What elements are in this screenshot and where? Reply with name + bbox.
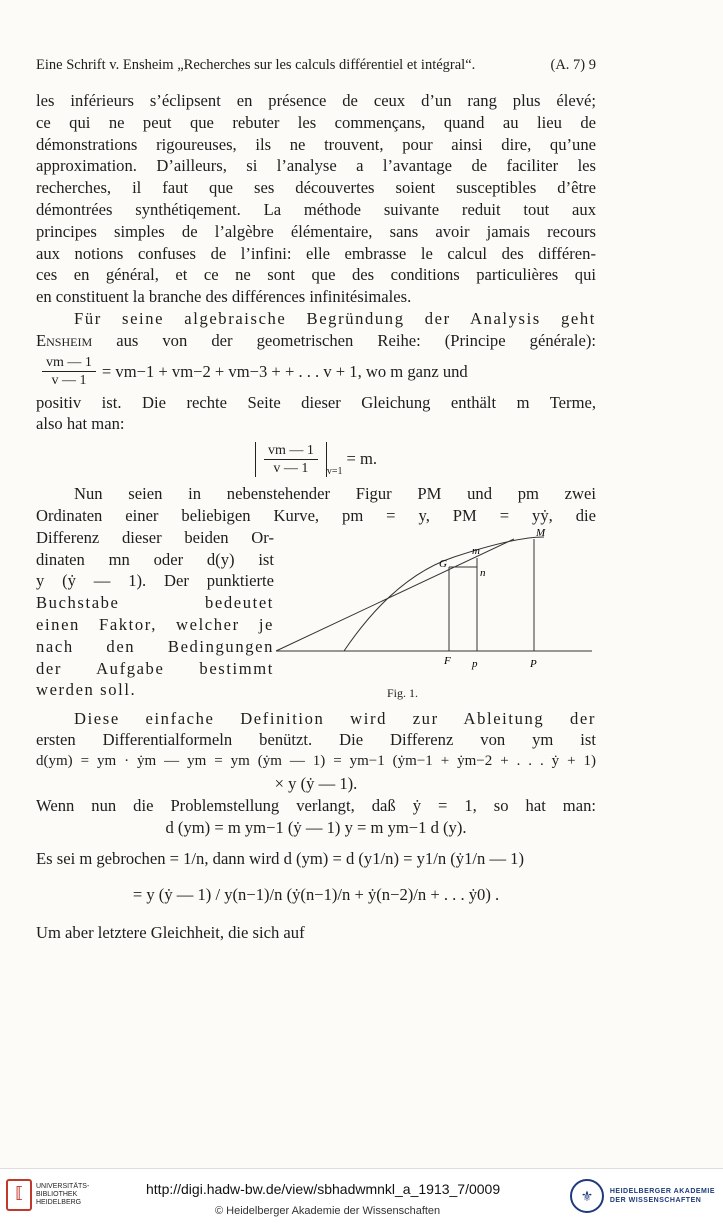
- permalink-url[interactable]: http://digi.hadw-bw.de/view/sbhadwmnkl_a_1913_7/0009: [146, 1181, 501, 1197]
- text-line: Für seine algebraische Begründung der Analysis geht: [74, 308, 596, 328]
- series-formula: [36, 352, 596, 392]
- equation-rhs: = m.: [346, 449, 378, 469]
- text-line: also hat man:: [36, 414, 125, 434]
- text-line: y (ẏ — 1). Der punktierte: [36, 571, 274, 591]
- text-line: en constituent la branche des différences infinitésimales.: [36, 287, 412, 307]
- series-rhs: = vm−1 + vm−2 + vm−3 + + . . . v + 1, wo m ganz und: [101, 361, 468, 381]
- header-page-ref: (A. 7) 9: [550, 57, 596, 73]
- text-line: Um aber letztere Gleichheit, die sich auf: [36, 922, 305, 942]
- text-line: les inférieurs s’éclipsent en présence de ceux d’un rang plus élevé;: [36, 91, 596, 110]
- text-line: nach den Bedingungen: [36, 636, 274, 656]
- paragraph-1: [36, 90, 596, 308]
- paragraph-2: [36, 308, 596, 483]
- text-line: Wenn nun die Problemstellung verlangt, daß ẏ = 1, so hat man:: [36, 795, 596, 815]
- academy-logo[interactable]: [570, 1179, 715, 1213]
- academy-name: [610, 1187, 715, 1205]
- academy-name-line: HEIDELBERGER AKADEMIE: [609, 1188, 715, 1195]
- text-line: Differenz dieser beiden Or-: [36, 527, 274, 547]
- curve-path: [344, 537, 544, 651]
- text-line: Diese einfache Definition wird zur Ableitung der: [74, 708, 596, 728]
- label-n: n: [480, 566, 486, 579]
- academy-name-line: DER WISSENSCHAFTEN: [609, 1197, 702, 1204]
- text-span: aus von der geometrischen Reihe: (Principe générale):: [116, 330, 596, 350]
- library-name-line: HEIDELBERG: [36, 1199, 82, 1206]
- footer-bar: [0, 1168, 723, 1225]
- formula-line: Es sei m gebrochen = 1/n, dann wird d (ym) = d (y1/n) = y1/n (ẏ1/n — 1): [36, 849, 525, 869]
- text-line: ce qui ne peut que rebuter les commençans, quand au lieu de: [36, 112, 596, 132]
- limit-subscript: v=1: [326, 466, 343, 478]
- paragraph-4: [36, 708, 596, 944]
- limit-equation: [36, 435, 596, 483]
- text-line: Nun seien in nebenstehender Figur PM und pm zwei: [74, 484, 596, 504]
- text-line: einen Faktor, welcher je: [36, 614, 274, 634]
- label-p: p: [472, 657, 478, 670]
- fraction: [264, 442, 318, 477]
- text-line: Ordinaten einer beliebigen Kurve, pm = y, PM = yẏ, die: [36, 505, 596, 525]
- formula-line: × y (ẏ — 1).: [274, 773, 358, 793]
- bracket: [255, 442, 327, 477]
- text-line: positiv ist. Die rechte Seite dieser Gleichung enthält m Terme,: [36, 392, 596, 412]
- text-line: der Aufgabe bestimmt: [36, 658, 274, 678]
- figure-1: [274, 527, 594, 708]
- library-name-line: BIBLIOTHEK: [36, 1191, 78, 1198]
- header-title: Eine Schrift v. Ensheim „Recherches sur les calculs différentiel et intégral“.: [36, 57, 476, 73]
- label-P: P: [530, 657, 537, 670]
- label-G: G: [439, 557, 447, 570]
- formula-line: d(ym) = ym · ẏm — ym = ym (ẏm — 1) = ym−1 (ẏm−1 + ẏm−2 + . . . ẏ + 1): [36, 753, 596, 770]
- text-line: approximation. D’ailleurs, si l’analyse a l’avantage de faciliter les: [36, 156, 596, 176]
- academy-seal-icon: ⚜: [570, 1179, 604, 1213]
- fraction-numerator: vm — 1: [42, 354, 96, 372]
- text-line: aux notions confuses de l’infini: elle embrasse le calcul des différen-: [36, 243, 596, 263]
- page-body: [36, 90, 596, 944]
- label-F: F: [444, 654, 451, 667]
- copyright-notice: © Heidelberger Akademie der Wissenschaften: [215, 1205, 441, 1217]
- figure-row: [36, 527, 596, 708]
- text-line: ersten Differentialformeln benützt. Die Differenz von ym ist: [36, 730, 596, 750]
- library-name-line: UNIVERSITÄTS-: [36, 1183, 90, 1190]
- text-line: werden soll.: [36, 680, 137, 700]
- author-name: Ensheim: [36, 330, 93, 350]
- running-header: [36, 57, 596, 74]
- text-line: Buchstabe bedeutet: [36, 593, 274, 613]
- formula-line: = y (ẏ — 1) / y(n−1)/n (ẏ(n−1)/n + ẏ(n−2)/n + . . . ẏ0) .: [132, 885, 500, 905]
- library-logo-icon: ⟦: [6, 1179, 32, 1211]
- fraction-denominator: v — 1: [273, 460, 309, 476]
- paragraph-3: [36, 483, 596, 707]
- formula-line: d (ym) = m ym−1 (ẏ — 1) y = m ym−1 d (y).: [165, 817, 467, 837]
- text-line: recherches, il faut que ses découvertes soient susceptibles d’être: [36, 178, 596, 198]
- curve-diagram: [274, 527, 594, 702]
- figure-caption: Fig. 1.: [387, 685, 419, 700]
- fraction: [42, 354, 96, 389]
- label-m: m: [472, 544, 480, 557]
- text-line: démontrées synthétiqement. La méthode suivante reduit tout aux: [36, 199, 596, 219]
- figure-side-text: [36, 527, 274, 708]
- label-M: M: [536, 526, 546, 539]
- text-line: [36, 330, 596, 352]
- fraction-denominator: v — 1: [51, 373, 87, 389]
- text-line: dinaten mn oder d(y) ist: [36, 549, 274, 569]
- text-line: démonstrations rigoureuses, ils ne trouvent, pour ainsi dire, qu’une: [36, 134, 596, 154]
- library-name: [36, 1183, 89, 1207]
- text-line: ces en général, et ce ne sont que des conditions particulières qui: [36, 265, 596, 285]
- university-library-logo[interactable]: [6, 1179, 89, 1211]
- text-line: principes simples de l’algèbre élémentaire, sans avoir jamais recours: [36, 221, 596, 241]
- fraction-numerator: vm — 1: [264, 442, 318, 460]
